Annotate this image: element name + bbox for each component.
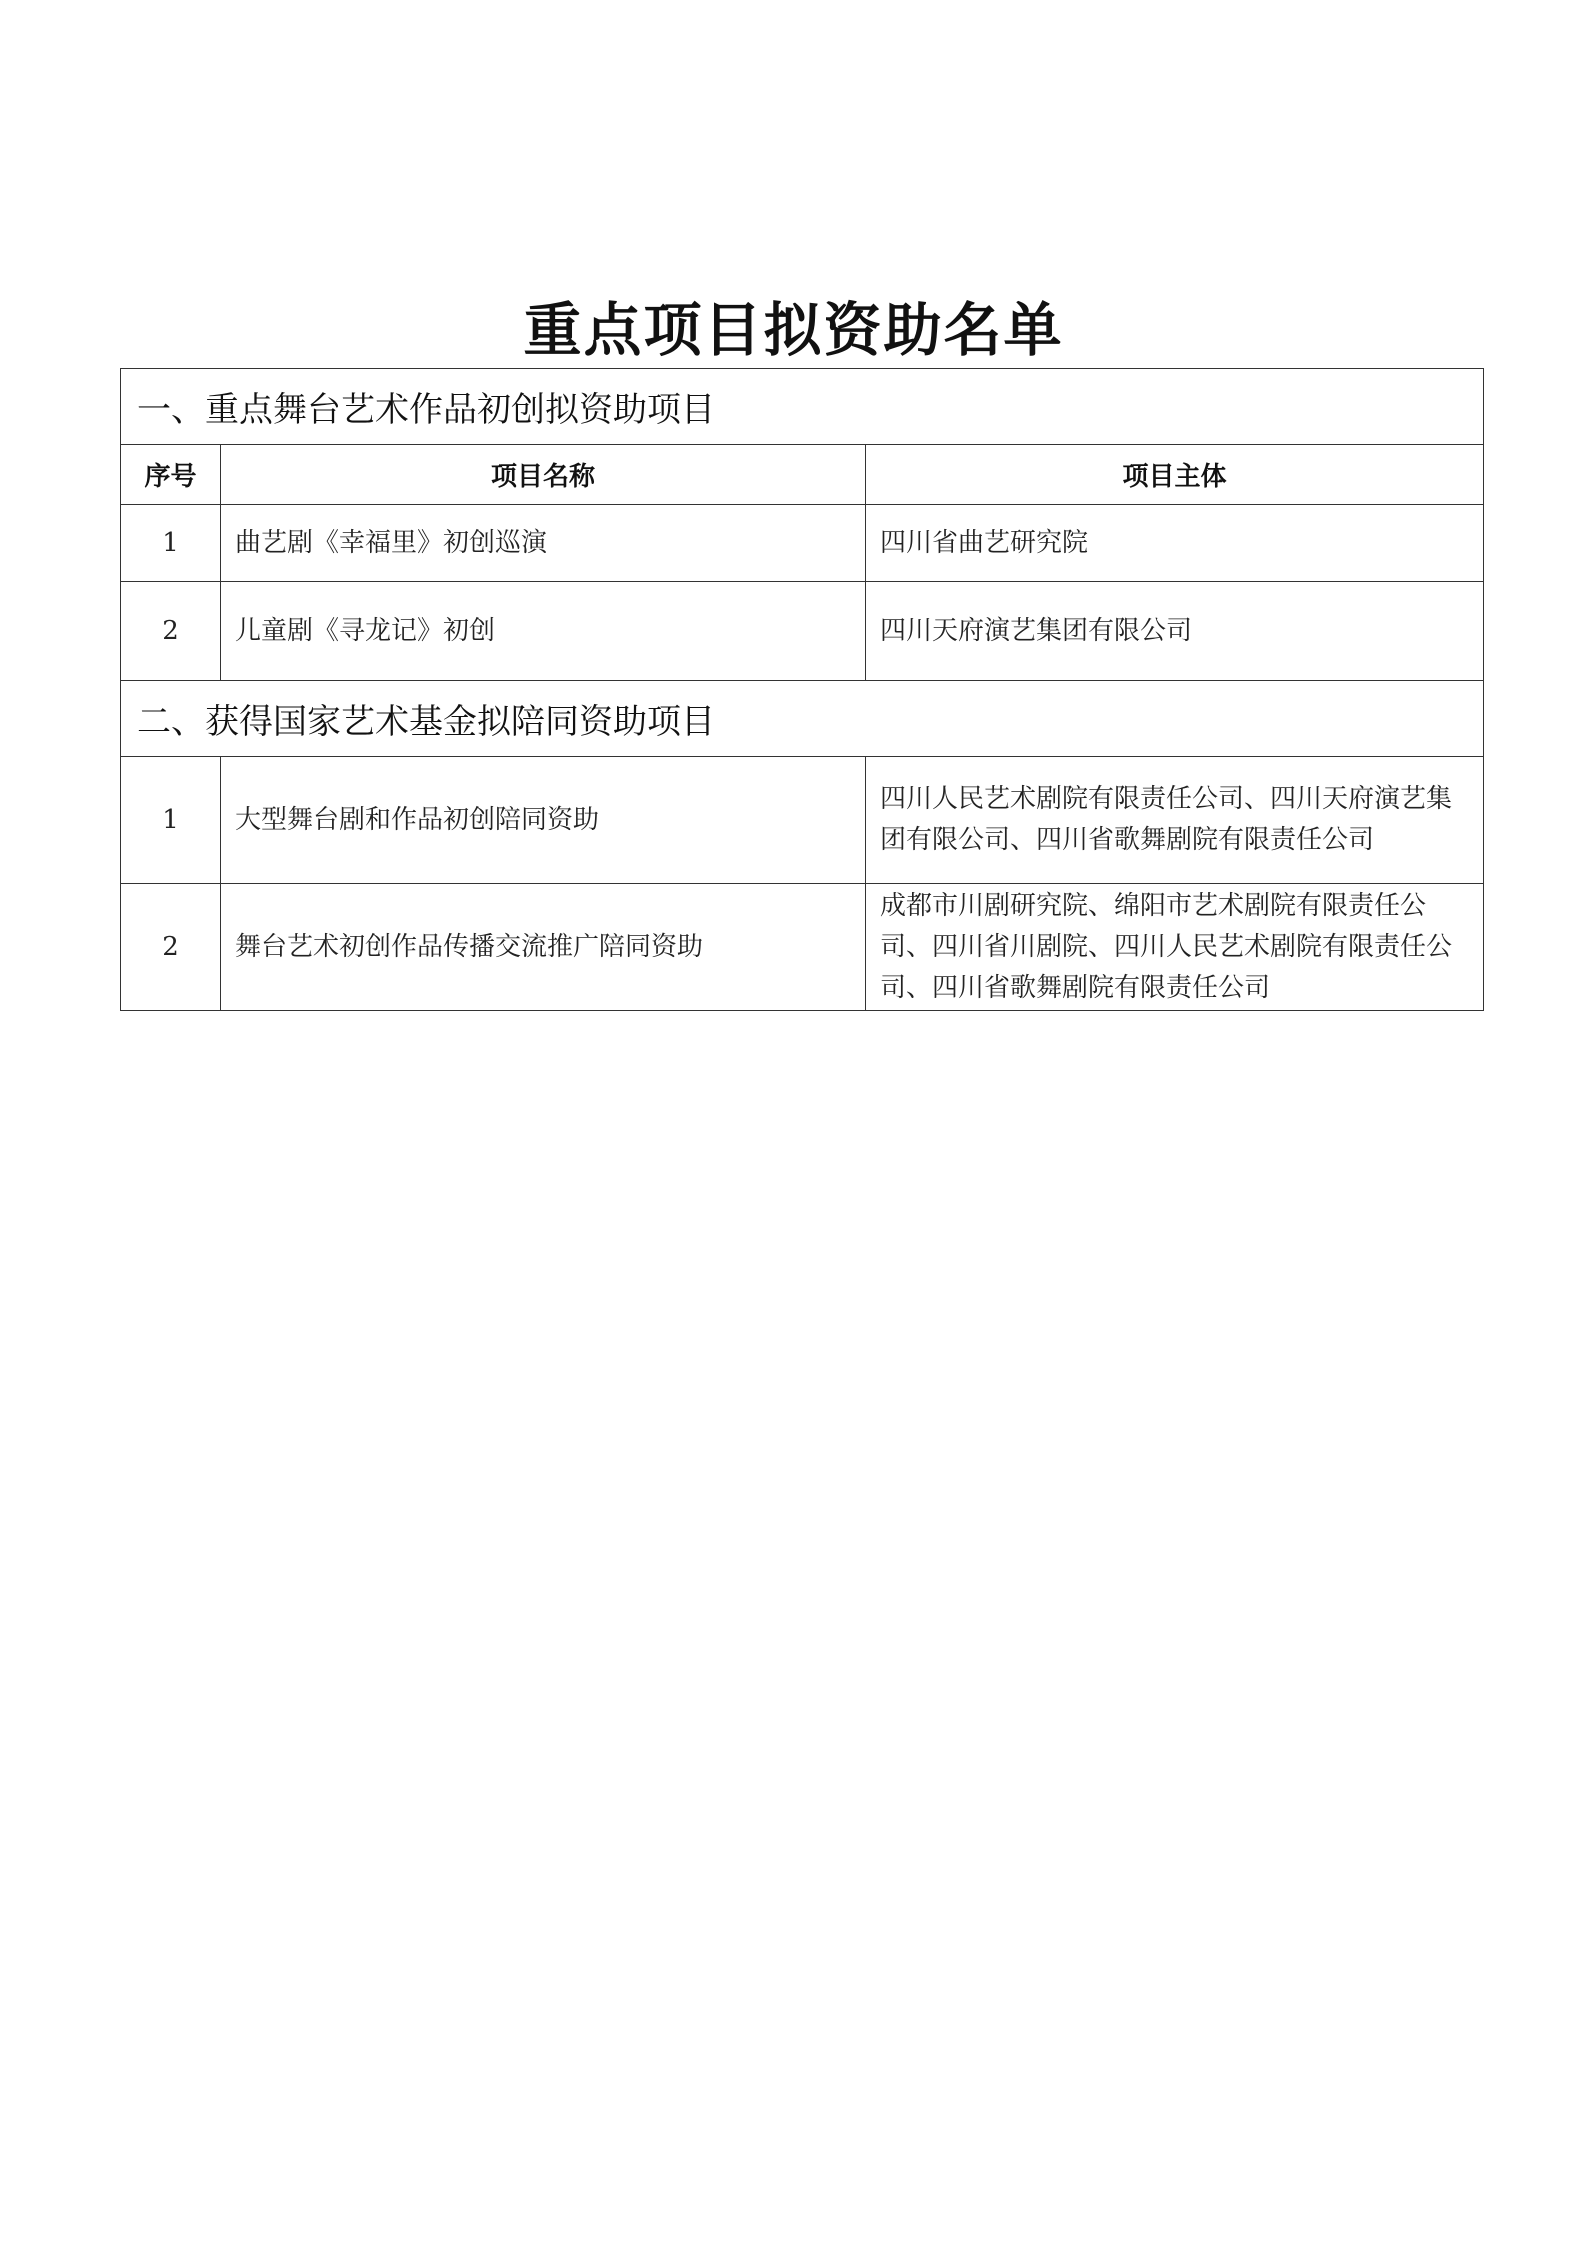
page-title: 重点项目拟资助名单 bbox=[523, 296, 1064, 364]
project-entity: 四川天府演艺集团有限公司 bbox=[866, 582, 1484, 681]
row-index: 1 bbox=[121, 505, 221, 582]
table-row bbox=[121, 884, 1484, 1011]
table-row bbox=[121, 757, 1484, 884]
section-heading: 一、重点舞台艺术作品初创拟资助项目 bbox=[121, 369, 1484, 445]
project-entity: 四川省曲艺研究院 bbox=[866, 505, 1484, 582]
table-header-row bbox=[121, 445, 1484, 505]
project-name: 舞台艺术初创作品传播交流推广陪同资助 bbox=[221, 884, 866, 1011]
project-name: 曲艺剧《幸福里》初创巡演 bbox=[221, 505, 866, 582]
funding-table bbox=[120, 368, 1484, 1011]
project-entity: 四川人民艺术剧院有限责任公司、四川天府演艺集团有限公司、四川省歌舞剧院有限责任公司 bbox=[866, 757, 1484, 884]
column-header-entity: 项目主体 bbox=[866, 445, 1484, 505]
section-heading: 二、获得国家艺术基金拟陪同资助项目 bbox=[121, 681, 1484, 757]
project-name: 儿童剧《寻龙记》初创 bbox=[221, 582, 866, 681]
section-heading-row bbox=[121, 369, 1484, 445]
section-heading-row bbox=[121, 681, 1484, 757]
project-name: 大型舞台剧和作品初创陪同资助 bbox=[221, 757, 866, 884]
row-index: 1 bbox=[121, 757, 221, 884]
table-row bbox=[121, 582, 1484, 681]
project-entity: 成都市川剧研究院、绵阳市艺术剧院有限责任公司、四川省川剧院、四川人民艺术剧院有限责任公司、四川省歌舞剧院有限责任公司 bbox=[866, 884, 1484, 1011]
column-header-name: 项目名称 bbox=[221, 445, 866, 505]
row-index: 2 bbox=[121, 582, 221, 681]
column-header-index: 序号 bbox=[121, 445, 221, 505]
table-row bbox=[121, 505, 1484, 582]
row-index: 2 bbox=[121, 884, 221, 1011]
